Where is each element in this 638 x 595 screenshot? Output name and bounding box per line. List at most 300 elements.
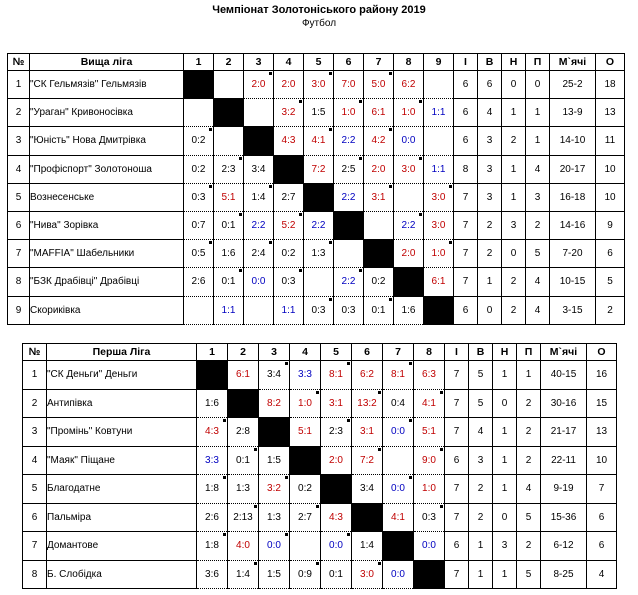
score-cell: 0:0 [414,532,445,561]
diagonal-cell [228,389,259,418]
score-cell: 13:2 [352,389,383,418]
score-cell: 1:1 [214,296,244,324]
score-cell [394,183,424,211]
score-cell: 1:3 [304,240,334,268]
table-row [23,532,617,561]
stat-p: 4 [526,268,550,296]
score-cell [214,127,244,155]
score-cell: 2:5 [334,155,364,183]
stat-goals: 9-19 [541,475,587,504]
score-cell: 2:2 [334,127,364,155]
stat-v: 2 [478,240,502,268]
score-cell [304,268,334,296]
stat-i: 7 [445,503,469,532]
score-cell: 7:0 [334,71,364,99]
col-header-opponent: 1 [184,54,214,71]
team-name: Домантове [47,532,197,561]
stat-n: 0 [493,389,517,418]
team-name: Б. Слобідка [47,560,197,589]
stat-p: 4 [526,296,550,324]
score-cell: 4:2 [364,127,394,155]
col-header-opponent: 4 [274,54,304,71]
score-cell: 2:13 [228,503,259,532]
col-header-league: Вища ліга [30,54,184,71]
col-header-v: В [469,344,493,361]
stat-goals: 3-15 [550,296,596,324]
stat-n: 2 [502,268,526,296]
score-cell [244,99,274,127]
score-cell: 0:0 [244,268,274,296]
stat-v: 5 [469,389,493,418]
stat-pts: 13 [596,99,625,127]
score-cell: 1:3 [228,475,259,504]
col-header-p: П [517,344,541,361]
stat-v: 2 [478,211,502,239]
score-cell: 3:4 [352,475,383,504]
score-cell [214,71,244,99]
score-cell: 4:1 [414,389,445,418]
score-cell: 0:3 [304,296,334,324]
score-cell: 2:2 [244,211,274,239]
stat-pts: 2 [596,296,625,324]
score-cell: 1:4 [352,532,383,561]
score-cell: 1:1 [274,296,304,324]
team-name: Пальміра [47,503,197,532]
col-header-i: І [445,344,469,361]
score-cell: 2:0 [394,240,424,268]
stat-p: 0 [526,71,550,99]
score-cell: 0:7 [184,211,214,239]
stat-v: 2 [469,503,493,532]
table-row [8,183,625,211]
diagonal-cell [364,240,394,268]
stat-goals: 21-17 [541,418,587,447]
score-cell: 0:1 [228,446,259,475]
table-row [23,361,617,390]
row-number: 2 [23,389,47,418]
score-cell: 0:2 [364,268,394,296]
score-cell: 2:8 [228,418,259,447]
stat-v: 3 [478,183,502,211]
stat-v: 4 [469,418,493,447]
stat-p: 5 [517,503,541,532]
col-header-i: І [454,54,478,71]
score-cell: 8:1 [383,361,414,390]
score-cell: 4:3 [274,127,304,155]
score-cell: 5:1 [290,418,321,447]
stat-n: 3 [502,211,526,239]
stat-i: 7 [445,418,469,447]
score-cell: 0:1 [364,296,394,324]
diagonal-cell [214,99,244,127]
team-name: "БЗК Драбівці" Драбівці [30,268,184,296]
col-header-opponent: 3 [259,344,290,361]
diagonal-cell [184,71,214,99]
score-cell: 3:0 [424,211,454,239]
diagonal-cell [352,503,383,532]
row-number: 6 [8,211,30,239]
score-cell: 2:4 [244,240,274,268]
score-cell: 1:8 [197,532,228,561]
stat-goals: 7-20 [550,240,596,268]
score-cell: 0:0 [383,475,414,504]
score-cell: 0:4 [383,389,414,418]
score-cell: 1:4 [228,560,259,589]
score-cell: 1:6 [394,296,424,324]
score-cell: 2:2 [304,211,334,239]
diagonal-cell [414,560,445,589]
stat-pts: 4 [587,560,617,589]
stat-v: 3 [478,155,502,183]
score-cell: 3:0 [394,155,424,183]
stat-p: 3 [526,183,550,211]
score-cell: 4:0 [228,532,259,561]
score-cell: 0:2 [290,475,321,504]
stat-pts: 15 [587,389,617,418]
col-header-opponent: 7 [364,54,394,71]
col-header-n: Н [502,54,526,71]
score-cell: 1:0 [394,99,424,127]
stat-goals: 16-18 [550,183,596,211]
stat-p: 4 [517,475,541,504]
table-row [23,475,617,504]
score-cell: 1:5 [304,99,334,127]
stat-v: 1 [469,532,493,561]
stat-goals: 14-16 [550,211,596,239]
stat-n: 1 [493,560,517,589]
stat-i: 6 [454,127,478,155]
row-number: 1 [8,71,30,99]
diagonal-cell [424,296,454,324]
row-number: 3 [23,418,47,447]
stat-p: 2 [526,211,550,239]
team-name: "Профіспорт" Золотоноша [30,155,184,183]
table-row [8,99,625,127]
score-cell: 1:6 [197,389,228,418]
table-row [8,71,625,99]
col-header-opponent: 1 [197,344,228,361]
score-cell [364,211,394,239]
score-cell: 0:2 [184,127,214,155]
diagonal-cell [274,155,304,183]
score-cell: 8:1 [321,361,352,390]
score-cell [184,99,214,127]
score-cell: 2:0 [321,446,352,475]
stat-pts: 10 [587,446,617,475]
diagonal-cell [259,418,290,447]
diagonal-cell [334,211,364,239]
score-cell: 1:0 [334,99,364,127]
stat-i: 7 [445,361,469,390]
score-cell: 0:5 [184,240,214,268]
score-cell: 6:3 [414,361,445,390]
score-cell: 7:2 [352,446,383,475]
stat-i: 6 [454,99,478,127]
stat-p: 1 [526,99,550,127]
stat-goals: 6-12 [541,532,587,561]
score-cell: 1:4 [244,183,274,211]
score-cell: 9:0 [414,446,445,475]
table-row [8,268,625,296]
score-cell: 6:1 [364,99,394,127]
stat-v: 6 [478,71,502,99]
diagonal-cell [394,268,424,296]
stat-p: 2 [517,418,541,447]
stat-i: 7 [454,268,478,296]
stat-pts: 18 [596,71,625,99]
stat-n: 1 [493,475,517,504]
stat-goals: 30-16 [541,389,587,418]
diagonal-cell [304,183,334,211]
stat-n: 1 [502,183,526,211]
stat-p: 4 [526,155,550,183]
score-cell: 3:3 [197,446,228,475]
col-header-opponent: 8 [394,54,424,71]
score-cell: 0:0 [383,560,414,589]
table-row [23,446,617,475]
stat-n: 0 [502,240,526,268]
col-header-opponent: 4 [290,344,321,361]
score-cell: 0:3 [414,503,445,532]
score-cell: 1:1 [424,99,454,127]
score-cell: 3:4 [244,155,274,183]
stat-i: 7 [445,475,469,504]
stat-v: 2 [469,475,493,504]
stat-i: 6 [454,296,478,324]
col-header-goals: М`ячі [541,344,587,361]
stat-p: 1 [526,127,550,155]
diagonal-cell [290,446,321,475]
score-cell: 3:0 [304,71,334,99]
col-header-opponent: 9 [424,54,454,71]
score-cell: 0:3 [184,183,214,211]
stat-p: 2 [517,532,541,561]
table-header-row [23,344,617,361]
score-cell: 4:1 [383,503,414,532]
stat-goals: 10-15 [550,268,596,296]
score-cell: 2:6 [184,268,214,296]
score-cell: 1:5 [259,560,290,589]
stat-pts: 13 [587,418,617,447]
team-name: Скориківка [30,296,184,324]
col-header-pts: О [587,344,617,361]
stat-v: 3 [478,127,502,155]
team-name: "Юність" Нова Дмитрівка [30,127,184,155]
score-cell: 3:4 [259,361,290,390]
col-header-n: Н [493,344,517,361]
stat-pts: 10 [596,183,625,211]
score-cell [424,71,454,99]
stat-pts: 6 [587,503,617,532]
page-title: Чемпіонат Золотоніського району 2019 [212,4,426,16]
score-cell: 3:1 [321,389,352,418]
table-row [8,240,625,268]
score-cell: 5:1 [214,183,244,211]
col-header-goals: М`ячі [550,54,596,71]
score-cell: 4:3 [197,418,228,447]
table-row [8,296,625,324]
row-number: 9 [8,296,30,324]
stat-pts: 6 [587,532,617,561]
stat-v: 0 [478,296,502,324]
score-cell: 2:0 [364,155,394,183]
stat-n: 0 [493,503,517,532]
score-cell: 0:9 [290,560,321,589]
row-number: 4 [23,446,47,475]
score-cell: 2:2 [394,211,424,239]
score-cell: 4:3 [321,503,352,532]
team-name: "СК Гельмязів" Гельмязів [30,71,184,99]
team-name: "СК Деньги" Деньги [47,361,197,390]
row-number: 5 [23,475,47,504]
page-subtitle: Футбол [301,18,337,29]
team-name: "Нива" Зорівка [30,211,184,239]
row-number: 4 [8,155,30,183]
stat-v: 5 [469,361,493,390]
score-cell: 1:0 [290,389,321,418]
stat-i: 7 [454,183,478,211]
stat-p: 2 [517,446,541,475]
stat-n: 1 [493,418,517,447]
diagonal-cell [383,532,414,561]
stat-i: 6 [445,446,469,475]
score-cell: 2:3 [214,155,244,183]
stat-goals: 20-17 [550,155,596,183]
score-cell: 0:0 [321,532,352,561]
row-number: 7 [23,532,47,561]
score-cell [244,296,274,324]
premier-league-table [7,53,625,325]
col-header-opponent: 7 [383,344,414,361]
score-cell: 5:2 [274,211,304,239]
stat-p: 1 [517,361,541,390]
score-cell [334,240,364,268]
stat-goals: 8-25 [541,560,587,589]
score-cell: 2:2 [334,268,364,296]
row-number: 5 [8,183,30,211]
diagonal-cell [197,361,228,390]
stat-pts: 7 [587,475,617,504]
team-name: "Промінь" Ковтуни [47,418,197,447]
score-cell: 5:1 [414,418,445,447]
score-cell [290,532,321,561]
team-name: Благодатне [47,475,197,504]
row-number: 1 [23,361,47,390]
col-header-opponent: 6 [352,344,383,361]
stat-pts: 6 [596,240,625,268]
col-header-opponent: 5 [321,344,352,361]
team-name: "MAFFIA" Шабельники [30,240,184,268]
stat-goals: 15-36 [541,503,587,532]
table-row [8,155,625,183]
team-name: "Маяк" Піщане [47,446,197,475]
score-cell: 2:3 [321,418,352,447]
stat-n: 2 [502,296,526,324]
score-cell: 0:1 [214,268,244,296]
score-cell: 0:2 [184,155,214,183]
stat-i: 7 [454,211,478,239]
score-cell: 4:1 [304,127,334,155]
score-cell: 0:0 [383,418,414,447]
table-row [23,389,617,418]
stat-n: 1 [502,99,526,127]
table-row [8,127,625,155]
stat-i: 6 [454,71,478,99]
col-header-p: П [526,54,550,71]
score-cell: 3:1 [352,418,383,447]
stat-pts: 10 [596,155,625,183]
score-cell: 2:0 [244,71,274,99]
score-cell: 1:8 [197,475,228,504]
stat-n: 0 [502,71,526,99]
team-name: Антипівка [47,389,197,418]
stat-i: 8 [454,155,478,183]
score-cell: 6:2 [352,361,383,390]
score-cell: 1:3 [259,503,290,532]
stat-v: 4 [478,99,502,127]
score-cell: 2:7 [274,183,304,211]
score-cell: 3:6 [197,560,228,589]
score-cell: 0:2 [274,240,304,268]
col-header-pts: О [596,54,625,71]
score-cell: 3:0 [424,183,454,211]
row-number: 3 [8,127,30,155]
col-header-no: № [8,54,30,71]
stat-p: 5 [526,240,550,268]
col-header-league: Перша Ліга [47,344,197,361]
col-header-v: В [478,54,502,71]
row-number: 8 [8,268,30,296]
team-name: "Ураган" Кривоносівка [30,99,184,127]
stat-v: 1 [478,268,502,296]
row-number: 7 [8,240,30,268]
score-cell: 0:3 [274,268,304,296]
score-cell: 1:1 [424,155,454,183]
stat-v: 1 [469,560,493,589]
score-cell [424,127,454,155]
score-cell: 2:0 [274,71,304,99]
diagonal-cell [321,475,352,504]
stat-i: 7 [454,240,478,268]
col-header-opponent: 8 [414,344,445,361]
score-cell: 1:0 [414,475,445,504]
score-cell: 2:7 [290,503,321,532]
score-cell [383,446,414,475]
stat-i: 7 [445,389,469,418]
stat-pts: 16 [587,361,617,390]
stat-i: 6 [445,532,469,561]
score-cell: 6:1 [228,361,259,390]
score-cell: 3:2 [274,99,304,127]
stat-n: 1 [493,446,517,475]
col-header-no: № [23,344,47,361]
score-cell: 2:6 [197,503,228,532]
score-cell: 1:0 [424,240,454,268]
stat-goals: 13-9 [550,99,596,127]
score-cell: 6:1 [424,268,454,296]
stat-n: 1 [493,361,517,390]
stat-p: 5 [517,560,541,589]
diagonal-cell [244,127,274,155]
score-cell: 8:2 [259,389,290,418]
col-header-opponent: 6 [334,54,364,71]
score-cell: 3:2 [259,475,290,504]
score-cell: 0:1 [321,560,352,589]
score-cell: 7:2 [304,155,334,183]
stat-n: 2 [502,127,526,155]
table-row [23,503,617,532]
team-name: Вознесенське [30,183,184,211]
